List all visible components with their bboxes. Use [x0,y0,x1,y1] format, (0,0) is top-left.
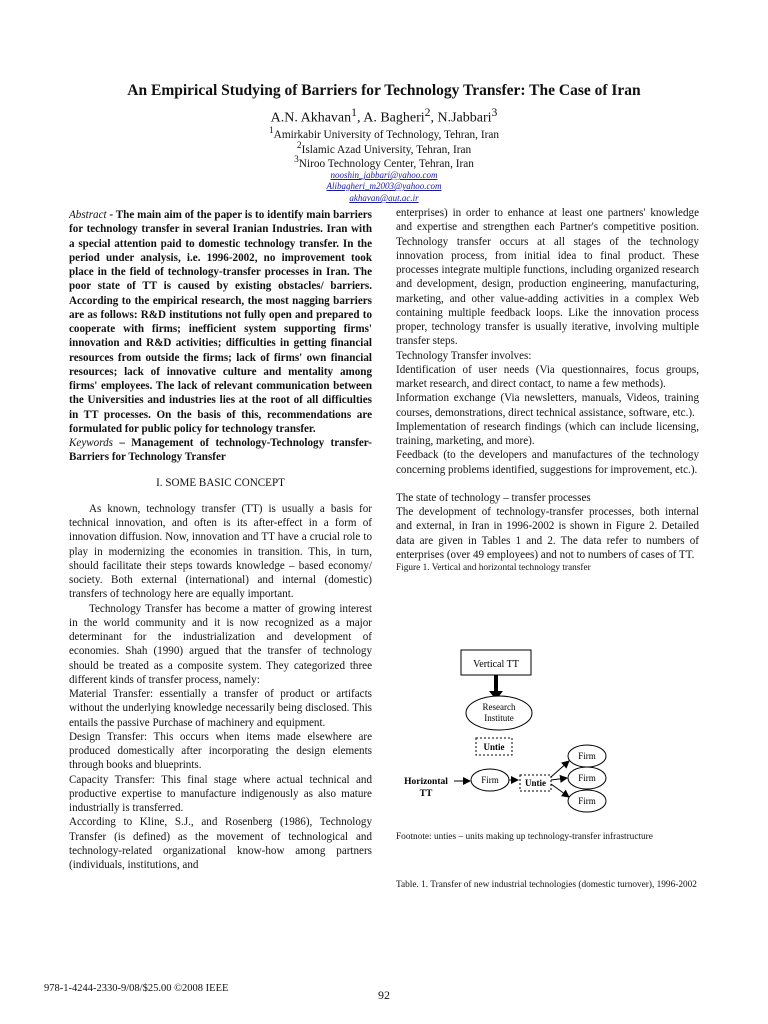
firm-label: Firm [578,773,596,783]
subheading: The state of technology – transfer processes [396,491,591,504]
author-list [0,106,768,127]
body-paragraph: Technology Transfer has become a matter of growing interest in the world community and it is now recognized as a major determinant for the industrialization and development of economies. Shah (1990) argued that the transfer of technology should be treated as a composite system. They categorized three different kinds of transfer process, namely: [69,602,372,686]
body-paragraph: As known, technology transfer (TT) is usually a basis for technical innovation, and often is its after-effect in a form of innovation diffusion. Now, innovation and TT have a crucial role to play in modernizing the economies in transition. This, in turn, should facilitate their steps towards knowledge – based economy/ society. Both external (international) and internal (domestic) transfers of technology here are equally important. [69,502,372,601]
untie-label: Untie [525,778,546,788]
author-sup: 2 [424,106,431,119]
horizontal-label: Horizontal [404,777,448,787]
email-link[interactable]: nooshin_jabbari@yahoo.com [330,170,438,180]
body-paragraph: According to Kline, S.J., and Rosenberg (1986), Technology Transfer (is defined) as the movement of technological and technology-related organizational know-how among partners (individuals, institutions, and [69,816,372,871]
arrow [551,778,567,780]
author-sep: , [430,110,438,126]
vertical-tt-label: Vertical TT [473,659,519,670]
abstract-text: - The main aim of the paper is to identify main barriers for technology transfer in several Iranian Industries. Iran with a special attention paid to domestic technology transfer. In the period under analysis, i.e. 1996-2002, no improvement took place in the field of technology-transfer processes in Iran. The poor state of TT is caused by existing obstacles/ barriers. According to the empirical research, the most nagging barriers are as follows: R&D institutions not fully open and prepared to cooperate with firms; inefficient system supporting firms' innovation and R&D activities; difficulties in getting financial resources from outside the firms; lack of firms' own financial resources; lack of innovative culture and mentality among firms' employees. The lack of relevant communication between the Universities and industries lies at the root of all difficulties in TT processes. On the basis of this, recommendations are formulated for public policy for technology transfer. [69,209,372,435]
affiliation [0,155,768,170]
author-sup: 3 [491,106,498,119]
body-paragraph: Information exchange (Via newsletters, manuals, Videos, training courses, demonstrations, direct technical assistance, software, etc.). [396,392,699,419]
abstract-label: Abstract [69,209,107,221]
email-link[interactable]: Alibagheri_m2003@yahoo.com [326,181,442,191]
tt-diagram [396,643,706,823]
right-column [396,206,699,574]
affiliation-sup: 1 [268,126,274,136]
firm-label: Firm [481,775,499,785]
figure-footnote: Footnote: unties – units making up technology-transfer infrastructure [396,832,653,842]
body-paragraph: Implementation of research findings (which can include licensing, training, marketing, and more). [396,420,699,447]
keywords-label: Keywords [69,437,113,449]
isbn-footer: 978-1-4244-2330-9/08/$25.00 ©2008 IEEE [44,983,229,994]
email-link[interactable]: akhavan@aut.ac.ir [349,193,419,203]
body-paragraph: The development of technology-transfer processes, both internal and external, in Iran in 1996-2002 is shown in Figure 2. Detailed data are given in Tables 1 and 2. The data refer to numbers of enterprises (over 49 employees) and not to numbers of cases of TT. [396,506,699,561]
table-caption: Table. 1. Transfer of new industrial technologies (domestic turnover), 1996-2002 [396,880,697,890]
abstract [69,208,372,436]
body-paragraph: Identification of user needs (Via questionnaires, focus groups, market research, and direct contact, to name a few methods). [396,363,699,390]
affiliation-text: Amirkabir University of Technology, Tehran, Iran [273,128,500,141]
figure-caption: Figure 1. Vertical and horizontal technology transfer [396,563,591,573]
affiliation [0,141,768,156]
page-number: 92 [378,988,390,1002]
arrow [551,761,569,777]
firm-label: Firm [578,751,596,761]
body-paragraph: Technology Transfer involves: [396,349,532,362]
arrow [551,784,569,797]
institute-label: Institute [484,713,514,723]
affiliation [0,126,768,141]
paper-title: An Empirical Studying of Barriers for Technology Transfer: The Case of Iran [127,82,641,99]
untie-label: Untie [483,742,505,752]
affiliation-sup: 2 [296,141,302,151]
affiliation-sup: 3 [294,155,299,165]
body-paragraph: enterprises) in order to enhance at least one partners' knowledge and expertise and strengthen each Partner's competitive position. Technology transfer occurs at all stages of the technology innovation process, from initial idea to final product. These processes integrate multiple functions, including organized research and development, design, production engineering, manufacturing, marketing, and other value-adding activities in a complex Web containing multiple feedback loops. Like the innovation process proper, technology transfer is usually iterative, involving multiple transfer steps. [396,207,699,348]
body-paragraph: Capacity Transfer: This final stage where actual technical and productive expertise to manufacture indigenously as also mature industrially is transferred. [69,773,372,814]
body-paragraph: Material Transfer: essentially a transfer of product or artifacts without the underlying knowledge necessarily being disclosed. This entails the passive Purchase of machinery and equipment. [69,688,372,729]
author-name: N.Jabbari [437,110,492,126]
tt-label: TT [419,789,433,799]
affiliation-text: Niroo Technology Center, Tehran, Iran [298,157,474,170]
author-name: A.N. Akhavan [270,110,352,126]
body-paragraph: Design Transfer: This occurs when items made elsewhere are produced domestically after incorporating the design elements through books and blueprints. [69,730,372,772]
research-label: Research [482,702,516,712]
firm-label: Firm [578,796,596,806]
author-name: A. Bagheri [363,110,425,126]
body-paragraph: Feedback (to the developers and manufactures of the technology concerning problems identified, suggestions for improvement, etc.). [396,449,699,476]
section-heading: I. SOME BASIC CONCEPT [156,476,285,489]
left-column [69,208,372,872]
author-sup: 1 [351,106,357,119]
author-sep: , [356,110,364,126]
keywords [69,436,372,465]
keywords-text: – Management of technology-Technology transfer-Barriers for Technology Transfer [69,437,372,464]
affiliation-text: Islamic Azad University, Tehran, Iran [301,143,472,156]
